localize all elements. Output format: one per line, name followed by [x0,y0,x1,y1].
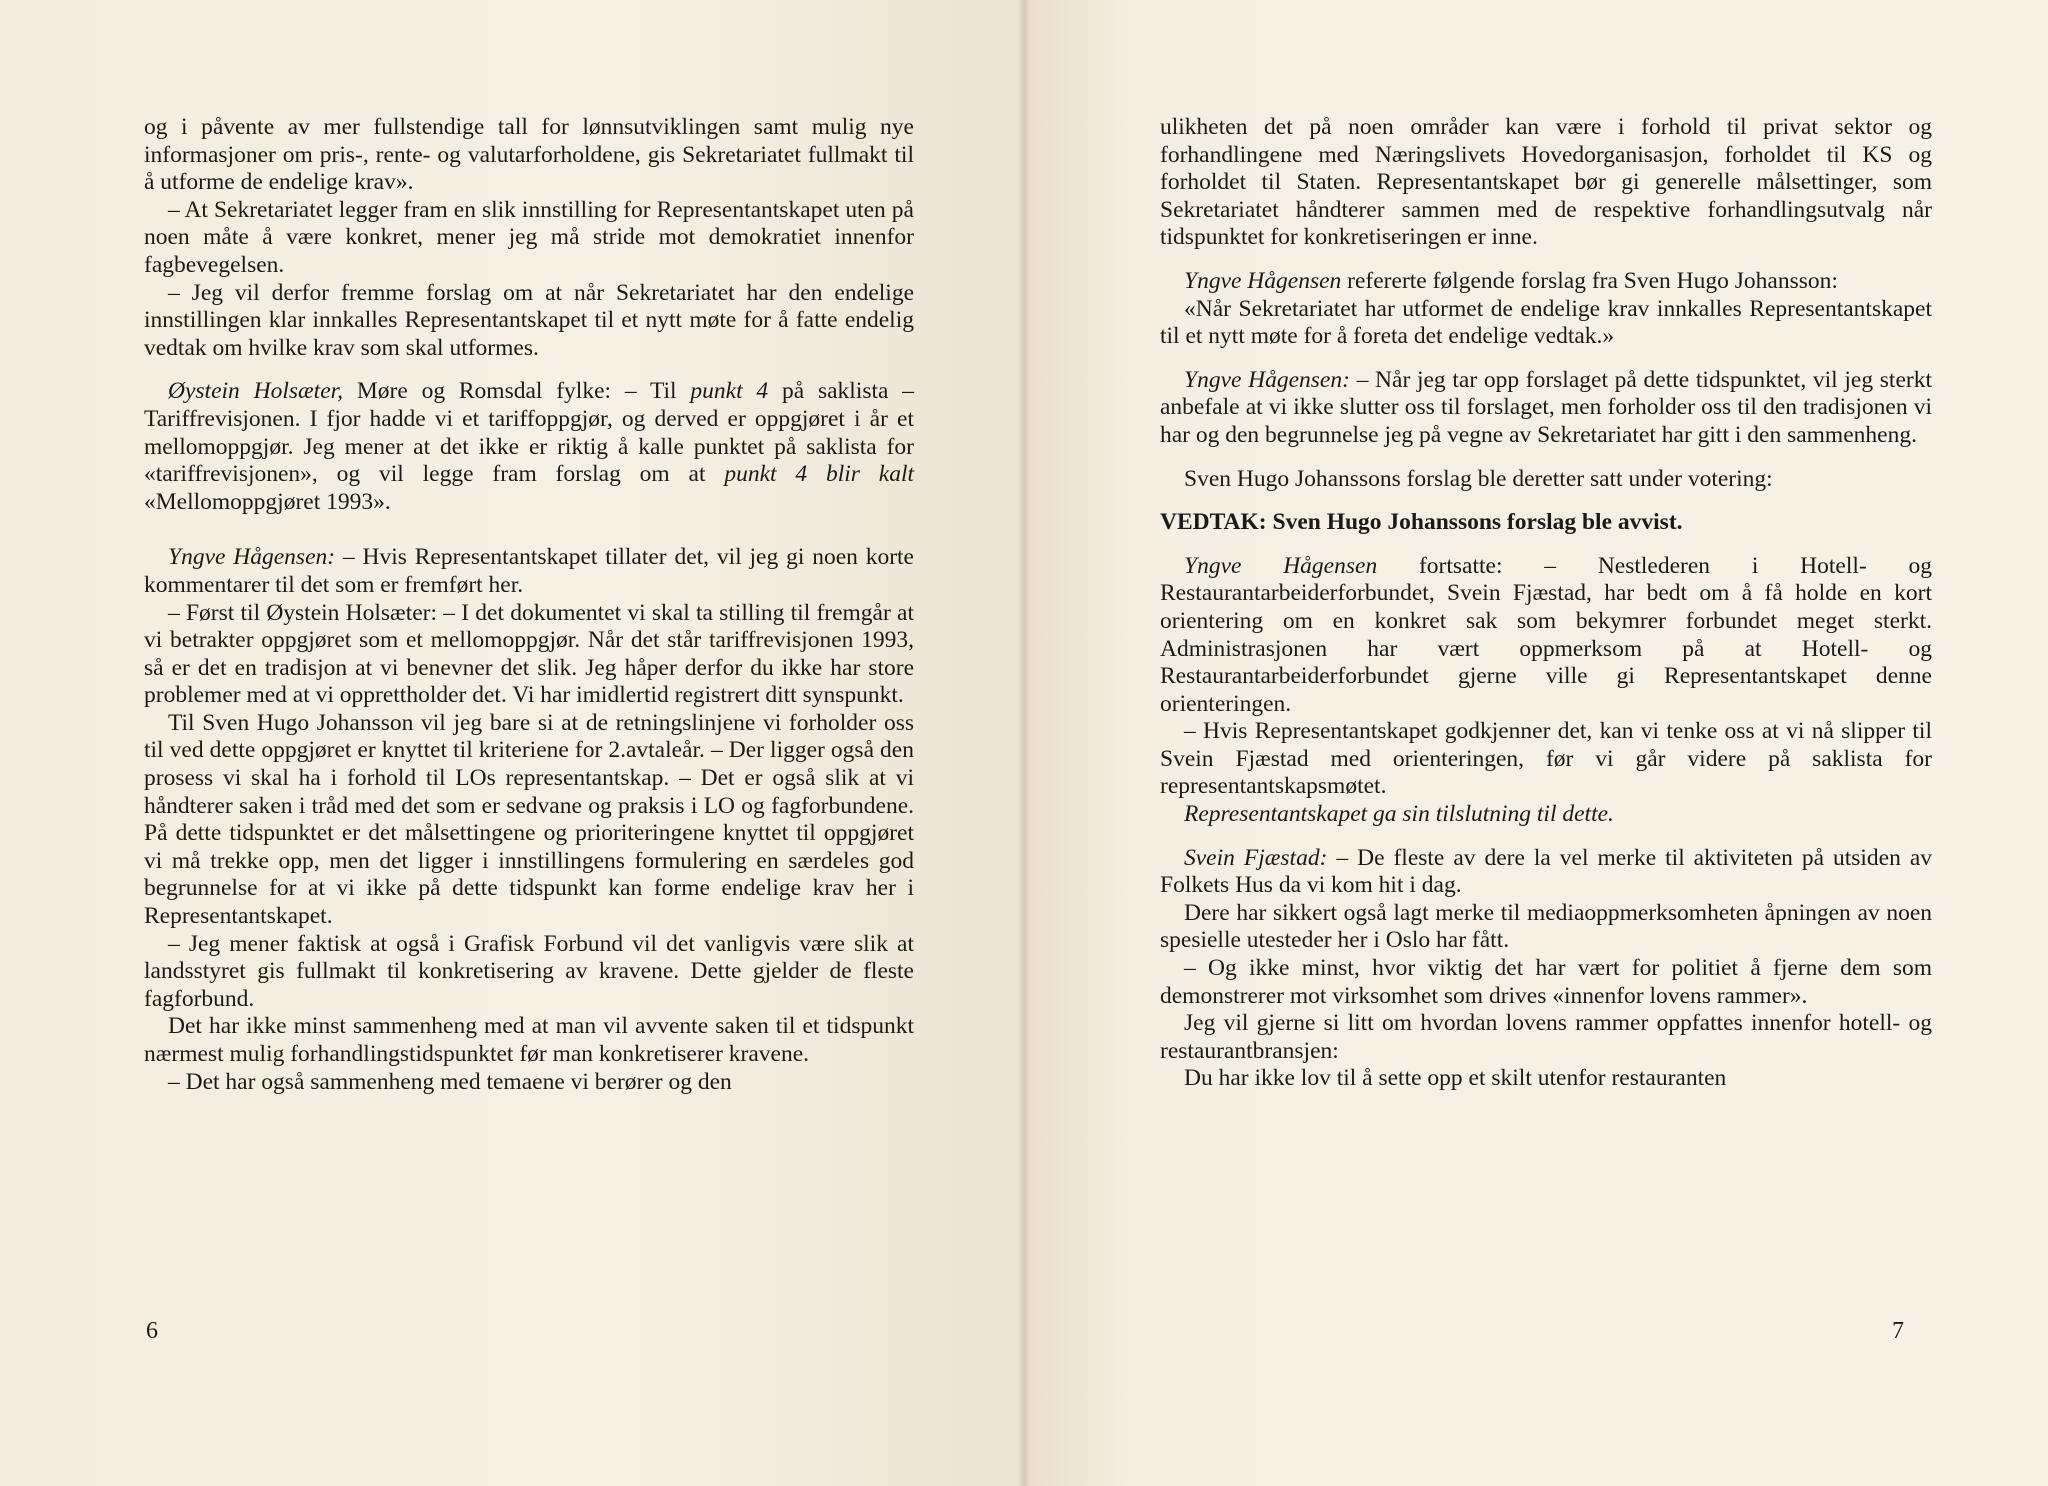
decision-text: VEDTAK: Sven Hugo Johanssons forslag ble avvist. [1160,509,1683,536]
paragraph [144,544,914,599]
speaker-name: Yngve Hågensen [1184,267,1342,294]
paragraph: – Og ikke minst, hvor viktig det har vært for politiet å fjerne dem som demonstrerer mot virksomhet som drives «innenfor lovens rammer». [1160,955,1932,1009]
right-page [1024,0,2048,1486]
paragraph: Det har ikke minst sammenheng med at man vil avvente saken til et tidspunkt nærmest mulig forhandlingstidspunktet før man konkretiserer kravene. [144,1013,914,1067]
paragraph-text: Møre og Romsdal fylke: – Til [343,378,691,405]
paragraph: – Jeg mener faktisk at også i Grafisk Forbund vil det vanligvis være slik at landsstyret gis fullmakt til konkretisering av kravene. Dette gjelder de fleste fagforbund. [144,930,914,1012]
paragraph: ulikheten det på noen områder kan være i forhold til privat sektor og forhandlingene med Næringslivets Hovedorganisasjon, forholdet til KS og forholdet til Staten. Representantskapet bør gi generelle målsettinger, som Sekretariatet håndterer sammen med de respektive forhandlingsutvalg når tidspunktet for konkretiseringen er inne. [1160,114,1932,251]
paragraph: Du har ikke lov til å sette opp et skilt utenfor restauranten [1184,1065,1727,1092]
paragraph: «Når Sekretariatet har utformet de endelige krav innkalles Representantskapet til et nytt møte for å foreta det endelige vedtak.» [1160,295,1932,350]
paragraph-text: – Når jeg tar opp forslaget på dette tidspunktet, vil jeg sterkt anbefale at vi ikke slutter oss til forslaget, men forholder oss til den tradisjonen vi har og den begrunnelse jeg på vegne av Sekretariatet har gitt i den sammenheng. [1160,366,1932,448]
paragraph-text: – De fleste av dere la vel merke til aktiviteten på utsiden av Folkets Hus da vi kom hit i dag. [1160,844,1933,899]
book-gutter [1018,0,1030,1486]
paragraph [1160,845,1932,900]
paragraph-text: refererte følgende forslag fra Sven Hugo Johansson: [1341,267,1838,294]
paragraph [1160,268,1932,296]
speaker-name: Yngve Hågensen: [168,544,336,571]
paragraph: og i påvente av mer fullstendige tall for lønnsutviklingen samt mulig nye informasjoner om pris-, rente- og valutarforholdene, gis Sekretariatet fullmakt til å utforme de endelige krav». [144,114,914,196]
paragraph [1160,801,1932,829]
speaker-name: Svein Fjæstad: [1184,844,1328,871]
paragraph [144,378,914,516]
emphasis: punkt 4 [690,378,769,405]
paragraph: Til Sven Hugo Johansson vil jeg bare si at de retningslinjene vi forholder oss til ved dette oppgjøret er knyttet til kriteriene for 2.avtaleår. – Der ligger også den prosess vi skal ha i forhold til LOs representantskap. – Det er også slik at vi håndterer saken i tråd med det som er sedvane og praksis i LO og fagforbundene. På dette tidspunktet er det målsettingene og prioriteringene knyttet til oppgjøret vi må trekke opp, men det ligger i innstillingens formulering en særdeles god begrunnelse for at vi ikke på dette tidspunkt kan forme endelige krav her i Representantskapet. [144,709,914,930]
page-number: 6 [146,1318,158,1344]
speaker-name: Yngve Hågensen [1184,552,1378,579]
paragraph: – Det har også sammenheng med temaene vi berører og den [168,1068,732,1095]
paragraph-text: fortsatte: – Nestlederen i Hotell- og Restaurantarbeiderforbundet, Svein Fjæstad, har bedt om å få holde en kort orientering om en konkret sak som bekymrer forbundet meget sterkt. Administrasjonen har vært oppmerksom på at Hotell- og Restaurantarbeiderforbundet gjerne ville gi Representantskapet denne orienteringen. [1160,552,1932,717]
paragraph: – At Sekretariatet legger fram en slik innstilling for Representantskapet uten på noen måte å være konkret, mener jeg må stride mot demokratiet innenfor fagbevegelsen. [144,196,914,278]
right-page-text [1160,114,1932,1093]
paragraph-text: på saklista – Tariffrevisjonen. I fjor hadde vi et tariffoppgjør, og derved er oppgjøret i år et mellomoppgjør. Jeg mener at det ikke er riktig å kalle punktet på saklista for «tariffrevisjonen», og vil legge fram forslag om at [144,378,915,488]
left-page-text [144,114,914,1096]
paragraph: Jeg vil gjerne si litt om hvordan lovens rammer oppfattes innenfor hotell- og restaurantbransjen: [1160,1010,1932,1064]
paragraph: – Først til Øystein Holsæter: – I det dokumentet vi skal ta stilling til fremgår at vi betrakter oppgjøret som et mellomoppgjør. Når det står tariffrevisjonen 1993, så er det en tradisjon at vi benevner det slik. Jeg håper derfor du ikke har store problemer med at vi opprettholder det. Vi har imidlertid registrert ditt synspunkt. [144,599,914,709]
paragraph: – Hvis Representantskapet godkjenner det, kan vi tenke oss at vi nå slipper til Svein Fjæstad med orienteringen, før vi går videre på saklista for representantskapsmøtet. [1160,718,1932,800]
paragraph-text: – Hvis Representantskapet tillater det, vil jeg gi noen korte kommentarer til det som er fremført her. [144,544,914,598]
speaker-name: Yngve Hågensen: [1184,366,1350,393]
approval-note: Representantskapet ga sin tilslutning til dette. [1184,801,1614,828]
decision-line [1160,509,1932,537]
paragraph: Dere har sikkert også lagt merke til mediaoppmerksomheten åpningen av noen spesielle utesteder her i Oslo har fått. [1160,899,1932,954]
emphasis: punkt 4 blir kalt [724,461,914,488]
page-number: 7 [1892,1318,1904,1344]
paragraph [1160,553,1932,719]
paragraph: Sven Hugo Johanssons forslag ble deretter satt under votering: [1184,465,1773,492]
paragraph [1160,367,1932,450]
speaker-name: Øystein Holsæter, [168,378,344,405]
paragraph-text: «Mellomoppgjøret 1993». [144,488,391,515]
paragraph: – Jeg vil derfor fremme forslag om at når Sekretariatet har den endelige innstillingen klar innkalles Representantskapet til et nytt møte for å fatte endelig vedtak om hvilke krav som skal utformes. [144,279,914,361]
